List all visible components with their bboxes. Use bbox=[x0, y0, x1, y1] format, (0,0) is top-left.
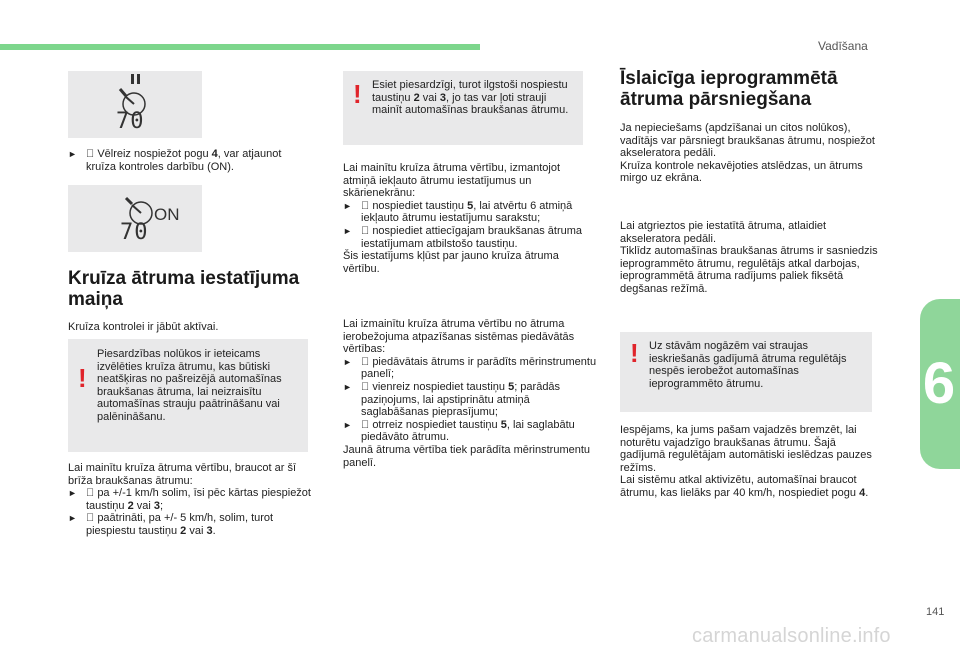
list-item: ► Vēlreiz nospiežot pogu 4, var atjaunot kruīza kontroles darbību (ON). bbox=[68, 148, 282, 173]
heading-temporary-exceed: Īslaicīga ieprogrammētā ātruma pārsniegšana bbox=[620, 68, 838, 110]
section-title: Vadīšana bbox=[818, 39, 868, 53]
fig2-speed: 70 bbox=[120, 220, 149, 245]
figure-cruise-paused bbox=[68, 71, 202, 138]
chapter-number: 6 bbox=[922, 351, 956, 416]
warning-box-1 bbox=[68, 339, 308, 452]
bullet-icon: ► bbox=[68, 149, 77, 159]
list-item: ► vienreiz nospiediet taustiņu 5; parādās paziņojums, lai apstiprinātu atmiņā saglabāšanas pieprasījumu; bbox=[343, 380, 561, 419]
heading-change-speed: Kruīza ātruma iestatījuma maiņa bbox=[68, 268, 300, 310]
col1-body bbox=[68, 462, 318, 538]
warning-icon: ! bbox=[630, 338, 639, 368]
list-item: ► nospiediet attiecīgajam braukšanas ātruma iestatījumam atbilstošo taustiņu. bbox=[343, 224, 583, 250]
bullet-icon: ► bbox=[68, 488, 77, 499]
list-item: ► pa +/-1 km/h solim, īsi pēc kārtas piespiežot taustiņu 2 vai 3; bbox=[68, 487, 311, 512]
warning-box-3 bbox=[620, 332, 872, 412]
bullet-icon: ► bbox=[343, 225, 352, 236]
col3-block2: Lai atgrieztos pie iestatītā ātruma, atlaidiet akseleratora pedāli. Tiklīdz automašīnas braukšanas ātrums ir sasniedzis ieprogrammēto ātrumu, regulētājs atkal darbojas, ieprogrammētā ātruma radījums paliek fiksētā degšanas režīmā. bbox=[620, 220, 878, 295]
watermark: carmanualsonline.info bbox=[692, 625, 891, 647]
bullet-icon: ► bbox=[343, 419, 352, 430]
bullet-icon: ► bbox=[343, 381, 352, 392]
header-accent-bar bbox=[0, 44, 480, 50]
list-item: ► otrreiz nospiediet taustiņu 5, lai saglabātu piedāvāto ātrumu. bbox=[343, 418, 575, 444]
col1-bullet-restore bbox=[68, 148, 308, 173]
warning-box-2 bbox=[343, 71, 583, 145]
bullet-icon: ► bbox=[343, 200, 352, 211]
warning-icon: ! bbox=[353, 79, 362, 109]
fig2-status: ON bbox=[154, 205, 180, 224]
list-item: ► nospiediet taustiņu 5, lai atvērtu 6 atmiņā iekļauto ātrumu iestatījumu sarakstu; bbox=[343, 199, 573, 225]
list-item: ► paātrināti, pa +/- 5 km/h, solim, turot piespiestu taustiņu 2 vai 3. bbox=[68, 512, 274, 537]
col3-block1: Ja nepieciešams (apdzīšanai un citos nolūkos), vadītājs var pārsniegt braukšanas ātrumu, nospiežot akseleratora pedāli. Kruīza kontrole nekavējoties atslēdzas, un ātrums mirgo uz ekrāna. bbox=[620, 122, 875, 185]
warning-text-3: Uz stāvām nogāzēm vai straujas ieskriešanās gadījumā ātruma regulētājs nespēs ierobežot automašīnas ieprogrammēto ātrumu. bbox=[649, 340, 847, 390]
col1-intro: Kruīza kontrolei ir jābūt aktīvai. bbox=[68, 321, 219, 333]
col3-block3: Iespējams, ka jums pašam vajadzēs bremzēt, lai noturētu vajadzīgo braukšanas ātrumu. Šajā gadījumā regulētājam automātiski ieslēdzas pauzes režīms. Lai sistēmu atkal aktivizētu, automašīnai braucot ātrumu, kas lielāks par 40 km/h, nospiediet pogu 4. bbox=[620, 424, 872, 499]
fig1-speed: 70 bbox=[116, 109, 145, 134]
col2-block1: Lai mainītu kruīza ātruma vērtību, izmantojot atmiņā iekļauto ātrumu iestatījumus un skārienekrānu: ► nospiediet taustiņu 5, lai atvērtu 6 atmiņā iekļauto ātrumu iestatījumu sarakstu; ► nospiediet attiecīgajam braukšanas ātruma iestatījumam atbilstošo taustiņu. Šis iestatījums kļūst par jauno kruīza ātruma vērtību. bbox=[343, 162, 593, 275]
warning-icon: ! bbox=[78, 363, 87, 393]
list-item: ► piedāvātais ātrums ir parādīts mērinstrumentu panelī; bbox=[343, 355, 597, 381]
col1-para1: Lai mainītu kruīza ātruma vērtību, braucot ar šī brīža braukšanas ātrumu: bbox=[68, 462, 297, 487]
bullet-icon: ► bbox=[343, 356, 352, 367]
page-number: 141 bbox=[926, 606, 945, 618]
bullet-icon: ► bbox=[68, 513, 77, 524]
figure-cruise-on bbox=[68, 185, 202, 252]
warning-text-1: Piesardzības nolūkos ir ieteicams izvēlēties kruīza ātrumu, kas būtiski neatšķiras no pašreizējā automašīnas braukšanas ātruma, lai neizraisītu automašīnas strauju paātrināšanu vai palēnināšanu. bbox=[97, 348, 282, 423]
col2-block2: Lai izmainītu kruīza ātruma vērtību no ātruma ierobežojuma atpazīšanas sistēmas piedāvātās vērtības: ► piedāvātais ātrums ir parādīts mērinstrumentu panelī; ► vienreiz nospiediet taustiņu 5; parādās paziņojums, lai apstiprinātu atmiņā saglabāšanas pieprasījumu; ► otrreiz nospiediet taustiņu 5, lai saglabātu piedāvāto ātrumu. Jaunā ātruma vērtība tiek parādīta mērinstrumentu panelī. bbox=[343, 318, 597, 469]
warning-text-2: Esiet piesardzīgi, turot ilgstoši nospiestu taustiņu 2 vai 3, jo tas var ļoti strauji mainīt automašīnas braukšanas ātrumu. bbox=[372, 79, 569, 117]
